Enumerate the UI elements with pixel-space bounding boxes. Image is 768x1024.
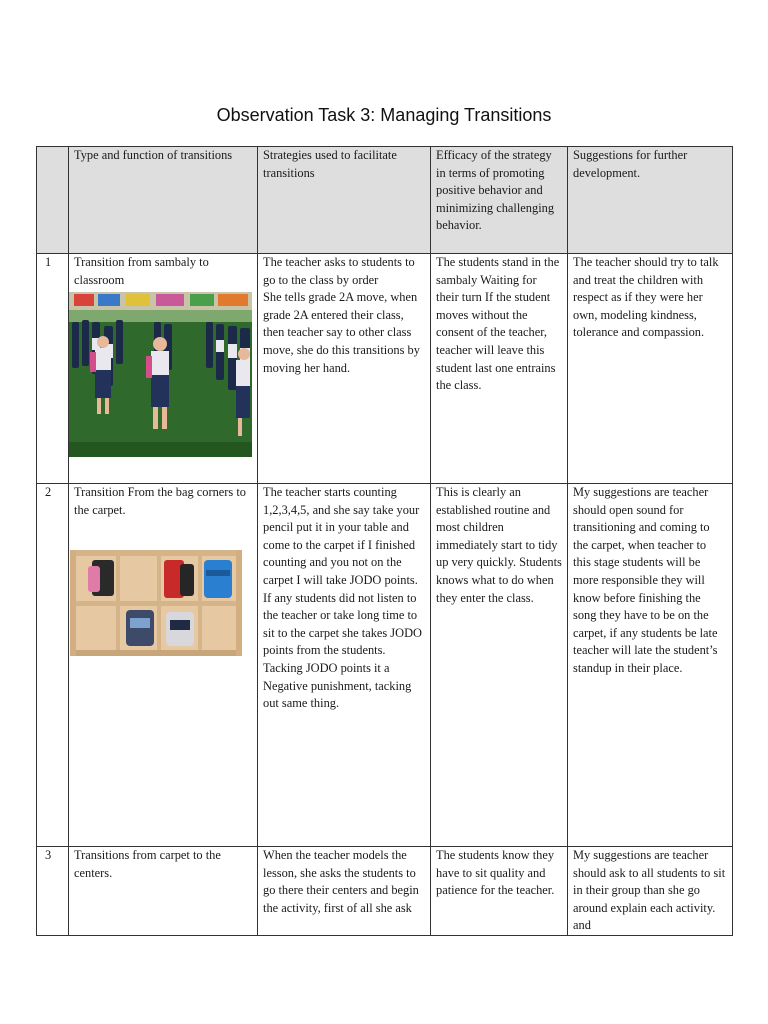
cell-efficacy: The students know they have to sit quality and patience for the teacher. bbox=[431, 847, 568, 936]
header-strategy: Strategies used to facilitate transitions bbox=[258, 147, 431, 254]
observation-table bbox=[36, 146, 733, 936]
cell-efficacy: The students stand in the sambaly Waiting for their turn If the student moves without the consent of the teacher, teacher will leave this student last one entrains the class. bbox=[431, 254, 568, 484]
header-suggestion: Suggestions for further development. bbox=[568, 147, 733, 254]
cell-strategy: The teacher asks to students to go to the class by order She tells grade 2A move, when grade 2A entered their class, then teacher say to other class move, she do this transitions by moving her hand. bbox=[258, 254, 431, 484]
page-title: Observation Task 3: Managing Transitions bbox=[216, 105, 552, 125]
bag-shelf-image bbox=[70, 546, 242, 658]
cell-efficacy: This is clearly an established routine and most children immediately start to tidy up very quickly. Students knows what to do when they enter the class. bbox=[431, 484, 568, 847]
cell-type: Transition From the bag corners to the carpet. bbox=[69, 484, 258, 847]
cell-type: Transition from sambaly to classroom bbox=[69, 254, 258, 484]
row-number: 1 bbox=[37, 254, 69, 484]
header-number bbox=[37, 147, 69, 254]
cell-suggestion: My suggestions are teacher should open sound for transitioning and coming to the carpet, when teacher to this stage students will be more responsible they will know before finishing the song they have to be on the carpet, if any students be late teacher will late the student’s standup in their place. bbox=[568, 484, 733, 847]
header-type: Type and function of transitions bbox=[69, 147, 258, 254]
cell-type: Transitions from carpet to the centers. bbox=[69, 847, 258, 936]
table-row bbox=[37, 254, 733, 484]
table-row bbox=[37, 484, 733, 847]
table-row bbox=[37, 847, 733, 936]
row-number: 3 bbox=[37, 847, 69, 936]
cell-strategy: When the teacher models the lesson, she asks the students to go there their centers and begin the activity, first of all she ask bbox=[258, 847, 431, 936]
cell-suggestion: The teacher should try to talk and treat the children with respect as if they were her own, modeling kindness, tolerance and compassion. bbox=[568, 254, 733, 484]
cell-suggestion: My suggestions are teacher should ask to all students to sit in their group than she go around explain each activity. and bbox=[568, 847, 733, 936]
header-efficacy: Efficacy of the strategy in terms of promoting positive behavior and minimizing challenging behavior. bbox=[431, 147, 568, 254]
cell-strategy: The teacher starts counting 1,2,3,4,5, and she say take your pencil put it in your table and come to the carpet if I finished counting and you not on the carpet I will take JODO points. If any students did not listen to the teacher or take long time to sit to the carpet she takes JODO points from the students. Tacking JODO points it a Negative punishment, tacking out same thing. bbox=[258, 484, 431, 847]
students-line-photo bbox=[69, 292, 253, 457]
table-header-row bbox=[37, 147, 733, 254]
row-number: 2 bbox=[37, 484, 69, 847]
